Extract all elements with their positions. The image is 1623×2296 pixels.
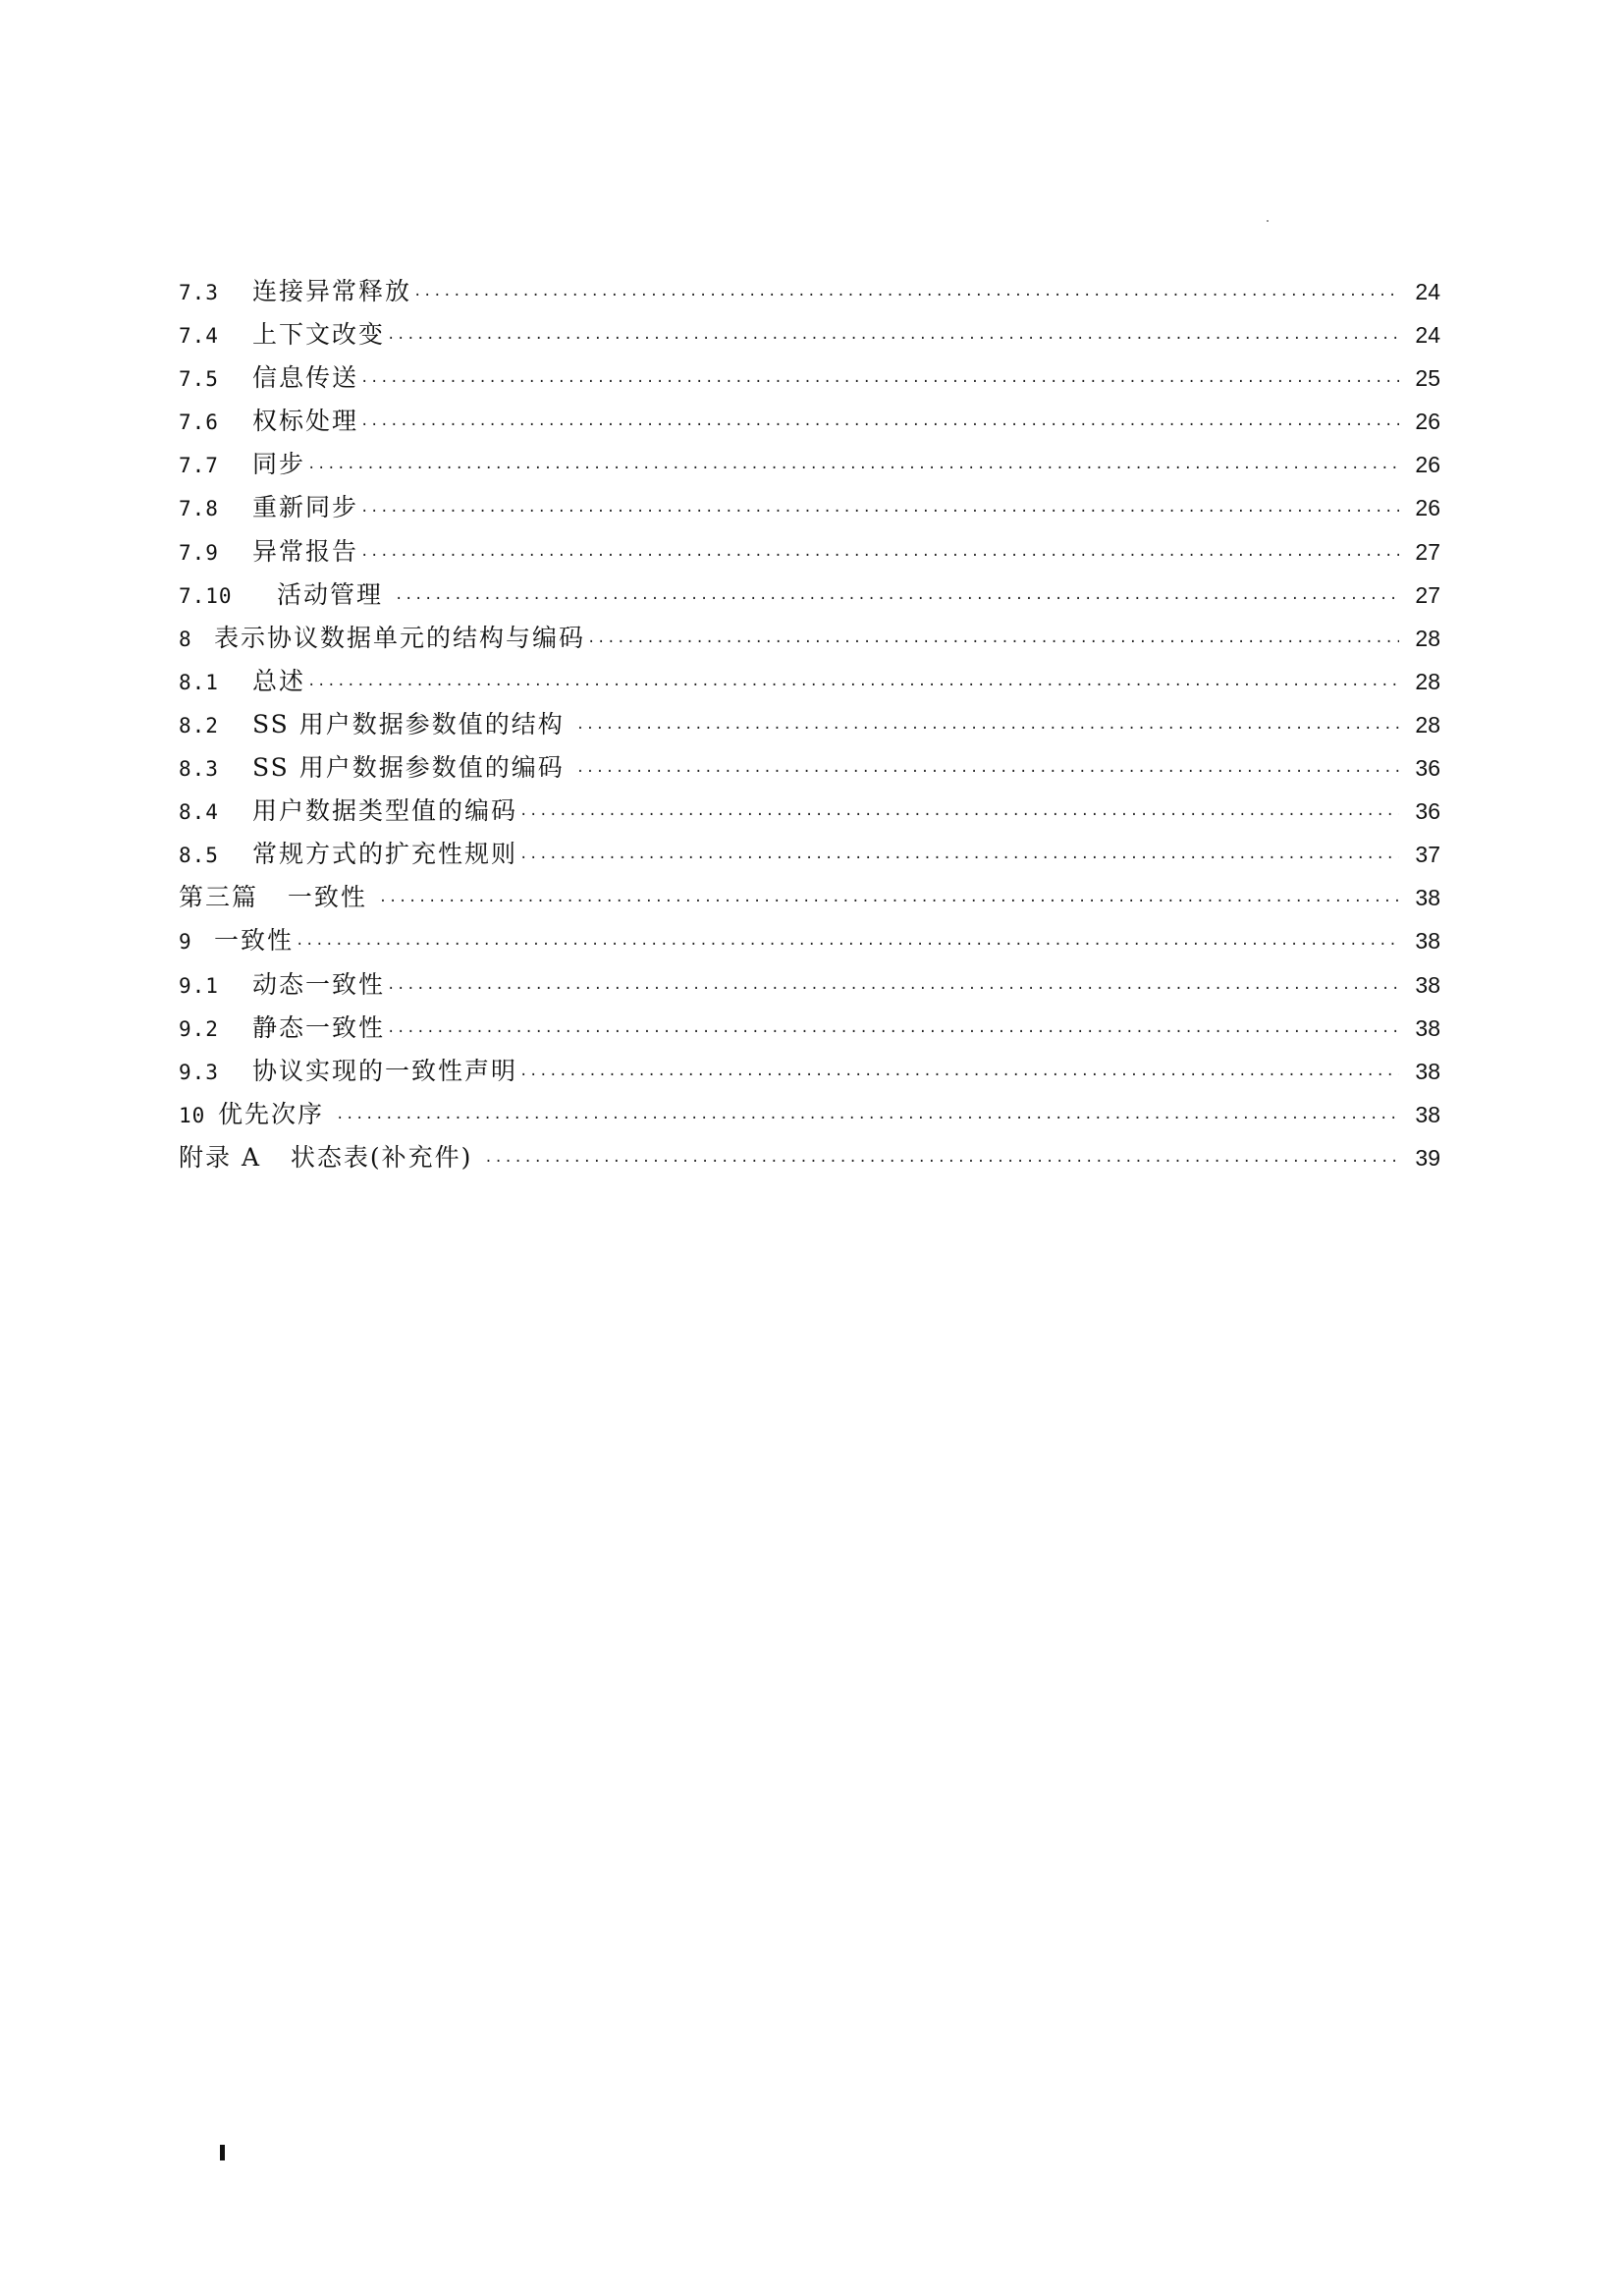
toc-entry-title: 总述 <box>252 666 306 695</box>
toc-entry-page: 37 <box>1415 842 1440 868</box>
toc-entry-number: 10 <box>179 1103 206 1127</box>
toc-entry[interactable] <box>179 617 1440 660</box>
toc-leader-dots <box>413 274 1399 317</box>
toc-entry[interactable] <box>179 486 1440 529</box>
toc-entry[interactable] <box>179 574 1440 617</box>
toc-entry-number: 8.1 <box>179 670 219 694</box>
toc-entry[interactable] <box>179 530 1440 574</box>
toc-entry-number: 8.3 <box>179 757 219 782</box>
toc-entry-page: 28 <box>1415 711 1440 738</box>
toc-leader-dots <box>307 664 1399 707</box>
toc-leader-dots <box>387 317 1399 360</box>
toc-entry-page: 24 <box>1415 322 1440 349</box>
toc-entry[interactable] <box>179 400 1440 443</box>
toc-entry-title: SS 用户数据参数值的结构 <box>252 709 574 738</box>
toc-entry-title: 重新同步 <box>252 493 359 522</box>
toc-entry-number: 8 <box>179 627 192 651</box>
toc-entry-page: 24 <box>1415 279 1440 304</box>
toc-entry-number: 7.7 <box>179 454 219 478</box>
toc-entry[interactable] <box>179 919 1440 962</box>
toc-entry[interactable] <box>179 1007 1440 1050</box>
toc-entry-page: 38 <box>1415 1101 1440 1127</box>
toc-entry-title: 权标处理 <box>252 407 359 436</box>
toc-entry[interactable] <box>179 443 1440 486</box>
toc-entry-page: 36 <box>1415 798 1440 825</box>
toc-entry-page: 28 <box>1415 625 1440 651</box>
toc-leader-dots <box>484 1140 1399 1183</box>
toc-leader-dots <box>360 360 1399 404</box>
toc-entry-number: 8.2 <box>179 713 219 738</box>
toc-entry-title: 静态一致性 <box>252 1012 386 1042</box>
table-of-contents <box>179 270 1440 1179</box>
toc-leader-dots <box>576 750 1399 793</box>
toc-entry[interactable] <box>179 1050 1440 1093</box>
toc-entry-number: 7.8 <box>179 497 219 521</box>
toc-leader-dots <box>336 1097 1399 1140</box>
page-number-mark <box>220 2145 225 2160</box>
toc-entry[interactable] <box>179 790 1440 833</box>
toc-entry-page: 38 <box>1415 885 1440 911</box>
toc-entry-page: 27 <box>1415 581 1440 608</box>
toc-entry[interactable] <box>179 1093 1440 1136</box>
toc-leader-dots <box>379 880 1399 923</box>
toc-entry-title: 协议实现的一致性声明 <box>252 1056 518 1085</box>
toc-leader-dots <box>576 707 1399 750</box>
toc-entry-number: 7.4 <box>179 324 219 349</box>
toc-entry[interactable] <box>179 703 1440 746</box>
toc-entry[interactable] <box>179 1136 1440 1179</box>
toc-leader-dots <box>587 621 1399 664</box>
toc-entry-page: 39 <box>1415 1144 1440 1171</box>
toc-entry-number: 9.1 <box>179 973 219 998</box>
toc-entry-number: 8.4 <box>179 800 219 825</box>
toc-leader-dots <box>387 967 1399 1011</box>
toc-entry-page: 38 <box>1415 1058 1440 1084</box>
toc-leader-dots <box>519 837 1399 880</box>
toc-entry-title: SS 用户数据参数值的编码 <box>252 753 574 783</box>
toc-entry-number: 9.2 <box>179 1016 219 1041</box>
toc-entry-page: 28 <box>1415 668 1440 694</box>
toc-leader-dots <box>519 793 1399 837</box>
toc-entry-title: 一致性 <box>214 926 295 956</box>
toc-entry-title: 信息传送 <box>252 363 359 393</box>
toc-leader-dots <box>360 404 1399 447</box>
toc-entry-title: 表示协议数据单元的结构与编码 <box>214 623 586 652</box>
toc-entry-title: 优先次序 <box>218 1099 334 1128</box>
toc-leader-dots <box>296 923 1399 966</box>
toc-entry-title: 活动管理 <box>277 579 393 609</box>
toc-leader-dots <box>360 534 1399 577</box>
toc-entry-page: 27 <box>1415 538 1440 565</box>
toc-entry-number: 7.6 <box>179 410 219 435</box>
toc-entry-title: 用户数据类型值的编码 <box>252 796 518 826</box>
toc-entry[interactable] <box>179 660 1440 703</box>
toc-entry-number: 8.5 <box>179 844 219 868</box>
toc-entry-title: 上下文改变 <box>252 320 386 350</box>
toc-leader-dots <box>387 1011 1399 1054</box>
toc-entry[interactable] <box>179 313 1440 356</box>
toc-entry-title: 连接异常释放 <box>252 277 412 305</box>
toc-entry-number: 7.5 <box>179 367 219 392</box>
toc-entry-number: 7.10 <box>179 583 233 608</box>
toc-entry-page: 38 <box>1415 1014 1440 1041</box>
toc-entry-title: 附录 A 状态表(补充件) <box>179 1142 483 1172</box>
toc-entry-page: 38 <box>1415 971 1440 998</box>
toc-entry-page: 26 <box>1415 409 1440 435</box>
toc-entry[interactable] <box>179 833 1440 876</box>
toc-entry[interactable] <box>179 746 1440 790</box>
toc-entry[interactable] <box>179 356 1440 400</box>
toc-entry-number: 9.3 <box>179 1060 219 1084</box>
toc-entry-title: 动态一致性 <box>252 969 386 999</box>
toc-entry-page: 36 <box>1415 755 1440 782</box>
scan-speck <box>1267 220 1269 222</box>
toc-entry-page: 26 <box>1415 495 1440 521</box>
toc-entry-page: 25 <box>1415 365 1440 392</box>
toc-entry[interactable] <box>179 963 1440 1007</box>
toc-entry-title: 同步 <box>252 450 306 479</box>
toc-entry-number: 7.9 <box>179 540 219 565</box>
toc-leader-dots <box>360 490 1399 533</box>
toc-entry-title: 常规方式的扩充性规则 <box>252 840 518 869</box>
toc-entry-number: 7.3 <box>179 281 219 304</box>
toc-entry-page: 26 <box>1415 452 1440 478</box>
toc-entry[interactable] <box>179 270 1440 313</box>
toc-leader-dots <box>307 447 1399 490</box>
toc-entry-title: 异常报告 <box>252 536 359 566</box>
toc-leader-dots <box>395 577 1399 621</box>
toc-entry-title: 第三篇 一致性 <box>179 883 377 912</box>
toc-entry-number: 9 <box>179 930 192 955</box>
toc-leader-dots <box>519 1054 1399 1097</box>
toc-entry-page: 38 <box>1415 928 1440 955</box>
toc-entry[interactable] <box>179 876 1440 919</box>
